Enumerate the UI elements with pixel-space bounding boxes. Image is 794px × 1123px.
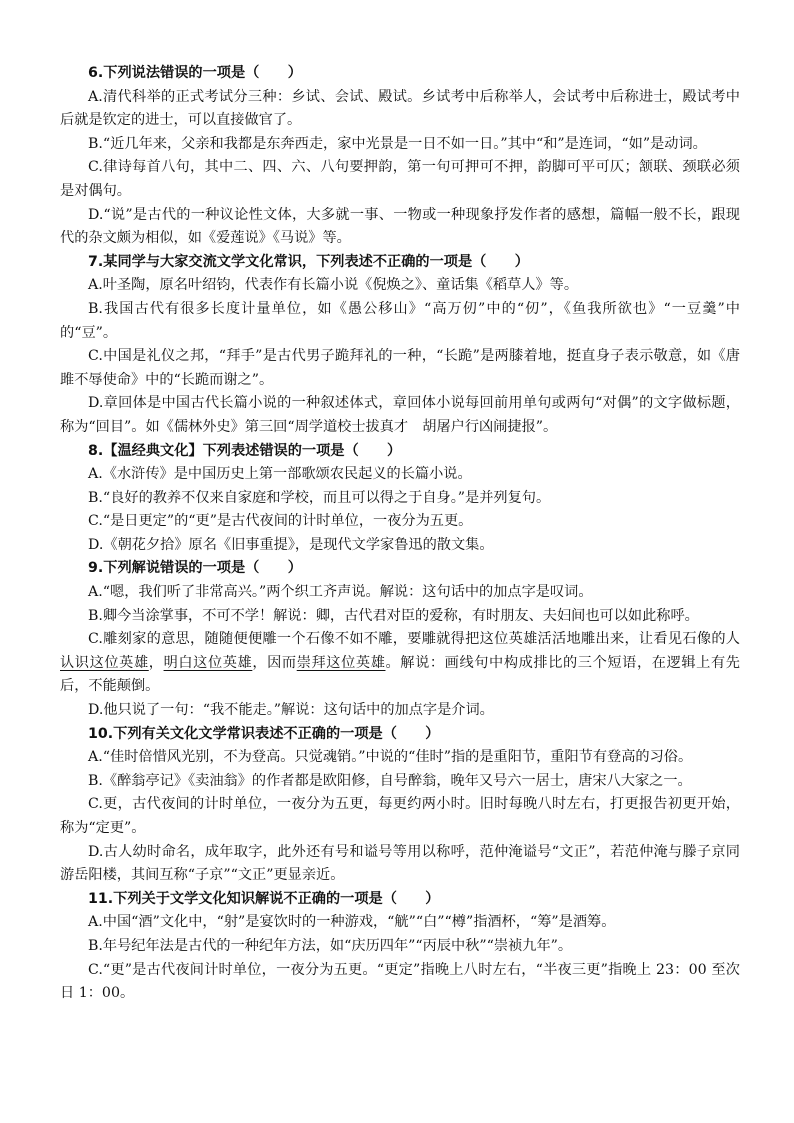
question-8 xyxy=(60,440,740,558)
option-b: B.“良好的教养不仅来自家庭和学校，而且可以得之于自身。”是并列复句。 xyxy=(88,489,551,506)
option-d: D.“说”是古代的一种议论性文体，大多就一事、一物或一种现象抒发作者的感想，篇幅一般不长，跟现代的杂文颇为相似，如《爱莲说》《马说》等。 xyxy=(60,206,740,247)
question-title: 10.下列有关文化文学常识表述不正确的一项是（ ） xyxy=(88,725,440,742)
option-c: C.中国是礼仪之邦，“拜手”是古代男子跪拜礼的一种，“长跪”是两膝着地，挺直身子表示敬意，如《唐雎不辱使命》中的“长跪而谢之”。 xyxy=(60,348,740,388)
option-c: C.“是日更定”的“更”是古代夜间的计时单位，一夜分为五更。 xyxy=(88,513,473,530)
underlined-phrase-1: 认识这位英雄 xyxy=(60,654,149,671)
option-c: C.律诗每首八句，其中二、四、六、八句要押韵，第一句可押可不押，韵脚可平可仄；颔联、颈联必须是对偶句。 xyxy=(60,159,740,199)
option-d: D.古人幼时命名，成年取字，此外还有号和谥号等用以称呼，范仲淹谥号“文正”，若范仲淹与滕子京同游岳阳楼，其间互称“子京”“文正”更显亲近。 xyxy=(60,843,740,884)
underlined-phrase-2: 明白这位英雄 xyxy=(163,654,253,671)
question-9 xyxy=(60,557,740,722)
option-b: B.我国古代有很多长度计量单位，如《愚公移山》“高万仞”中的“仞”，《鱼我所欲也》“一豆羹”中的“豆”。 xyxy=(60,300,740,341)
separator: ，因而 xyxy=(252,654,297,671)
option-d: D.《朝花夕拾》原名《旧事重提》，是现代文学家鲁迅的散文集。 xyxy=(88,536,494,553)
option-c xyxy=(60,628,740,699)
option-a: A.《水浒传》是中国历史上第一部歌颂农民起义的长篇小说。 xyxy=(88,466,472,483)
question-title: 9.下列解说错误的一项是（ ） xyxy=(88,560,302,577)
option-a: A.中国“酒”文化中，“射”是宴饮时的一种游戏，“觥”“白”“樽”指酒杯，“筹”是酒筹。 xyxy=(88,914,616,931)
option-b: B.卿今当涂掌事，不可不学！解说：卿，古代君对臣的爱称，有时朋友、夫妇间也可以如此称呼。 xyxy=(88,607,699,624)
option-b: B.“近几年来，父亲和我都是东奔西走，家中光景是一日不如一日。”其中“和”是连词，“如”是动词。 xyxy=(88,135,707,152)
option-b: B.《醉翁亭记》《卖油翁》的作者都是欧阳修，自号醉翁，晚年又号六一居士，唐宋八大家之一。 xyxy=(88,772,692,789)
question-7 xyxy=(60,251,740,440)
option-a: A.清代科举的正式考试分三种：乡试、会试、殿试。乡试考中后称举人，会试考中后称进士，殿试考中后就是钦定的进士，可以直接做官了。 xyxy=(60,88,740,129)
option-a: A.叶圣陶，原名叶绍钧，代表作有长篇小说《倪焕之》、童话集《稻草人》等。 xyxy=(88,277,579,294)
question-6 xyxy=(60,62,740,251)
question-10 xyxy=(60,723,740,888)
option-b: B.年号纪年法是古代的一种纪年方法，如“庆历四年”“丙辰中秋”“崇祯九年”。 xyxy=(88,937,573,954)
option-c: C.更，古代夜间的计时单位，一夜分为五更，每更约两小时。旧时每晚八时左右，打更报告初更开始，称为“定更”。 xyxy=(60,796,740,836)
question-11 xyxy=(60,888,740,1006)
question-title: 7.某同学与大家交流文学文化常识，下列表述不正确的一项是（ ） xyxy=(88,253,529,270)
question-title: 6.下列说法错误的一项是（ ） xyxy=(88,65,302,81)
separator: ， xyxy=(148,654,164,671)
option-a: A.“佳时倍惜风光别，不为登高。只觉魂销。”中说的“佳时”指的是重阳节，重阳节有登高的习俗。 xyxy=(88,749,693,766)
option-d: D.章回体是中国古代长篇小说的一种叙述体式，章回体小说每回前用单句或两句“对偶”的文字做标题，称为“回目”。如《儒林外史》第三回“周学道校士拔真才 胡屠户行凶闹捷报”。 xyxy=(60,395,740,435)
option-d: D.他只说了一句：“我不能走。”解说：这句话中的加点字是介词。 xyxy=(88,702,494,719)
question-title: 11.下列关于文学文化知识解说不正确的一项是（ ） xyxy=(88,890,440,907)
option-c: C.“更”是古代夜间计时单位，一夜分为五更。“更定”指晚上八时左右，“半夜三更”指晚上 23：00 至次日 1：00。 xyxy=(60,961,740,1002)
option-a: A.“嗯，我们听了非常高兴。”两个织工齐声说。解说：这句话中的加点字是叹词。 xyxy=(88,584,593,601)
underlined-phrase-3: 崇拜这位英雄 xyxy=(296,654,386,671)
option-c-text: C.雕刻家的意思，随随便便雕一个石像不如不雕，要雕就得把这位英雄活活地雕出来，让看见石像的人 xyxy=(88,631,740,648)
question-title: 8.【温经典文化】下列表述错误的一项是（ ） xyxy=(88,442,402,459)
option-c-explanation: 。解说：画线句中构成排比的三个短语，在逻辑上有先后，不能颠倒。 xyxy=(60,654,740,695)
